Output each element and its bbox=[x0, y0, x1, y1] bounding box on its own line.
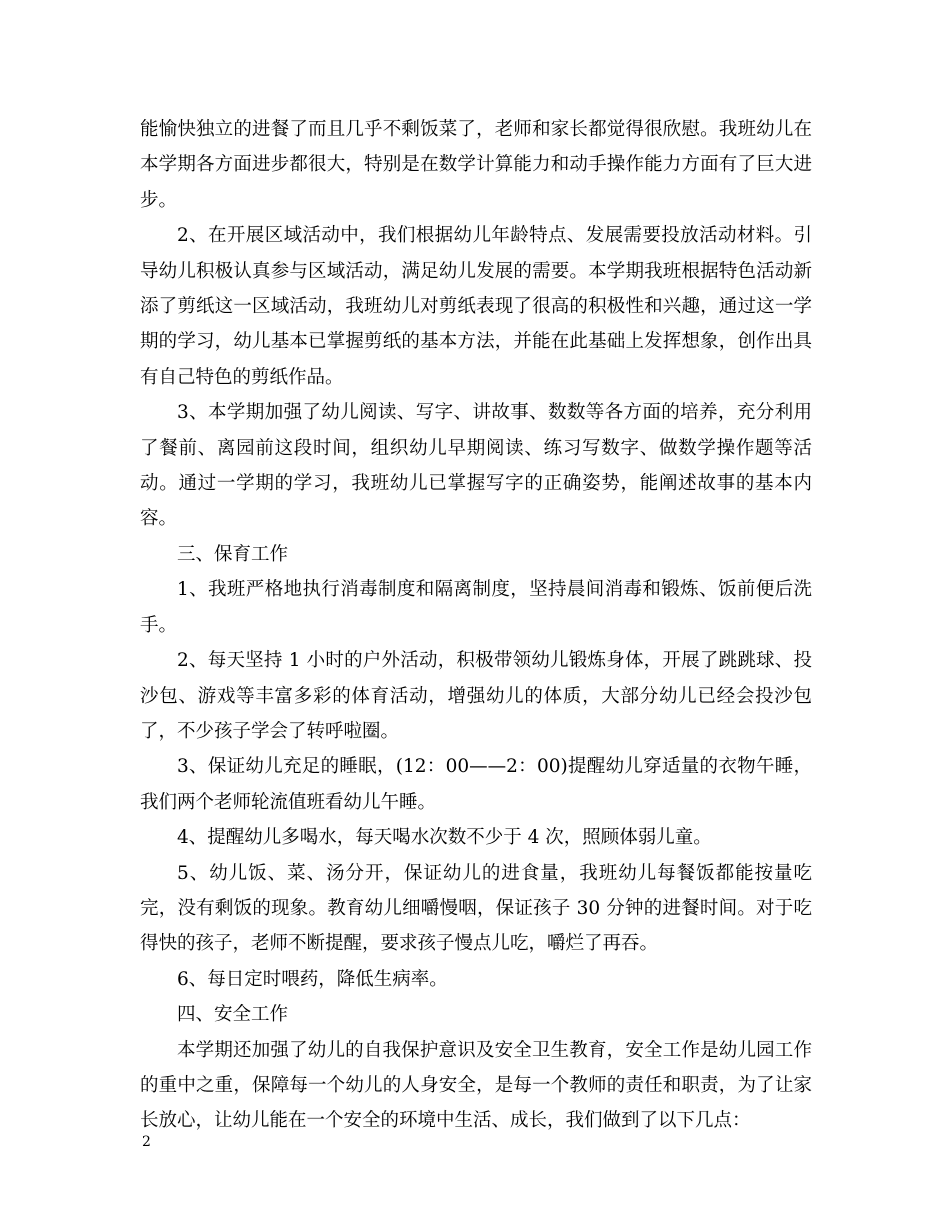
page-number: 2 bbox=[142, 1134, 151, 1150]
paragraph-care-item-5: 5、幼儿饭、菜、汤分开，保证幼儿的进食量，我班幼儿每餐饭都能按量吃完，没有剩饭的现象。教育幼儿细嚼慢咽，保证孩子 30 分钟的进餐时间。对于吃得快的孩子，老师不断提醒，要求孩子慢点儿吃，嚼烂了再吞。 bbox=[140, 862, 812, 955]
section-heading-safety-work: 四、安全工作 bbox=[177, 1004, 289, 1026]
paragraph-continuation: 能愉快独立的进餐了而且几乎不剩饭菜了，老师和家长都觉得很欣慰。我班幼儿在本学期各方面进步都很大，特别是在数学计算能力和动手操作能力方面有了巨大进步。 bbox=[140, 119, 812, 211]
paragraph-item-2-area-activities: 2、在开展区域活动中，我们根据幼儿年龄特点、发展需要投放活动材料。引导幼儿积极认真参与区域活动，满足幼儿发展的需要。本学期我班根据特色活动新添了剪纸这一区域活动，我班幼儿对剪纸表现了很高的积极性和兴趣，通过这一学期的学习，幼儿基本已掌握剪纸的基本方法，并能在此基础上发挥想象，创作出具有自己特色的剪纸作品。 bbox=[140, 225, 812, 388]
document-body bbox=[140, 112, 812, 1139]
paragraph-care-item-4: 4、提醒幼儿多喝水，每天喝水次数不少于 4 次，照顾体弱儿童。 bbox=[177, 827, 712, 849]
paragraph-care-item-3: 3、保证幼儿充足的睡眠，(12：00——2：00)提醒幼儿穿适量的衣物午睡，我们两个老师轮流值班看幼儿午睡。 bbox=[140, 756, 812, 813]
paragraph-safety-intro: 本学期还加强了幼儿的自我保护意识及安全卫生教育，安全工作是幼儿园工作的重中之重，保障每一个幼儿的人身安全，是每一个教师的责任和职责，为了让家长放心，让幼儿能在一个安全的环境中生活、成长，我们做到了以下几点： bbox=[140, 1039, 812, 1132]
paragraph-care-item-1: 1、我班严格地执行消毒制度和隔离制度，坚持晨间消毒和锻炼、饭前便后洗手。 bbox=[140, 579, 812, 636]
paragraph-care-item-2: 2、每天坚持 1 小时的户外活动，积极带领幼儿锻炼身体，开展了跳跳球、投沙包、游戏等丰富多彩的体育活动，增强幼儿的体质，大部分幼儿已经会投沙包了，不少孩子学会了转呼啦圈。 bbox=[140, 650, 812, 742]
paragraph-item-3-reading-writing: 3、本学期加强了幼儿阅读、写字、讲故事、数数等各方面的培养，充分利用了餐前、离园前这段时间，组织幼儿早期阅读、练习写数字、做数学操作题等活动。通过一学期的学习，我班幼儿已掌握写字的正确姿势，能阐述故事的基本内容。 bbox=[140, 402, 812, 530]
section-heading-care-work: 三、保育工作 bbox=[177, 543, 289, 565]
paragraph-care-item-6: 6、每日定时喂药，降低生病率。 bbox=[177, 968, 448, 990]
